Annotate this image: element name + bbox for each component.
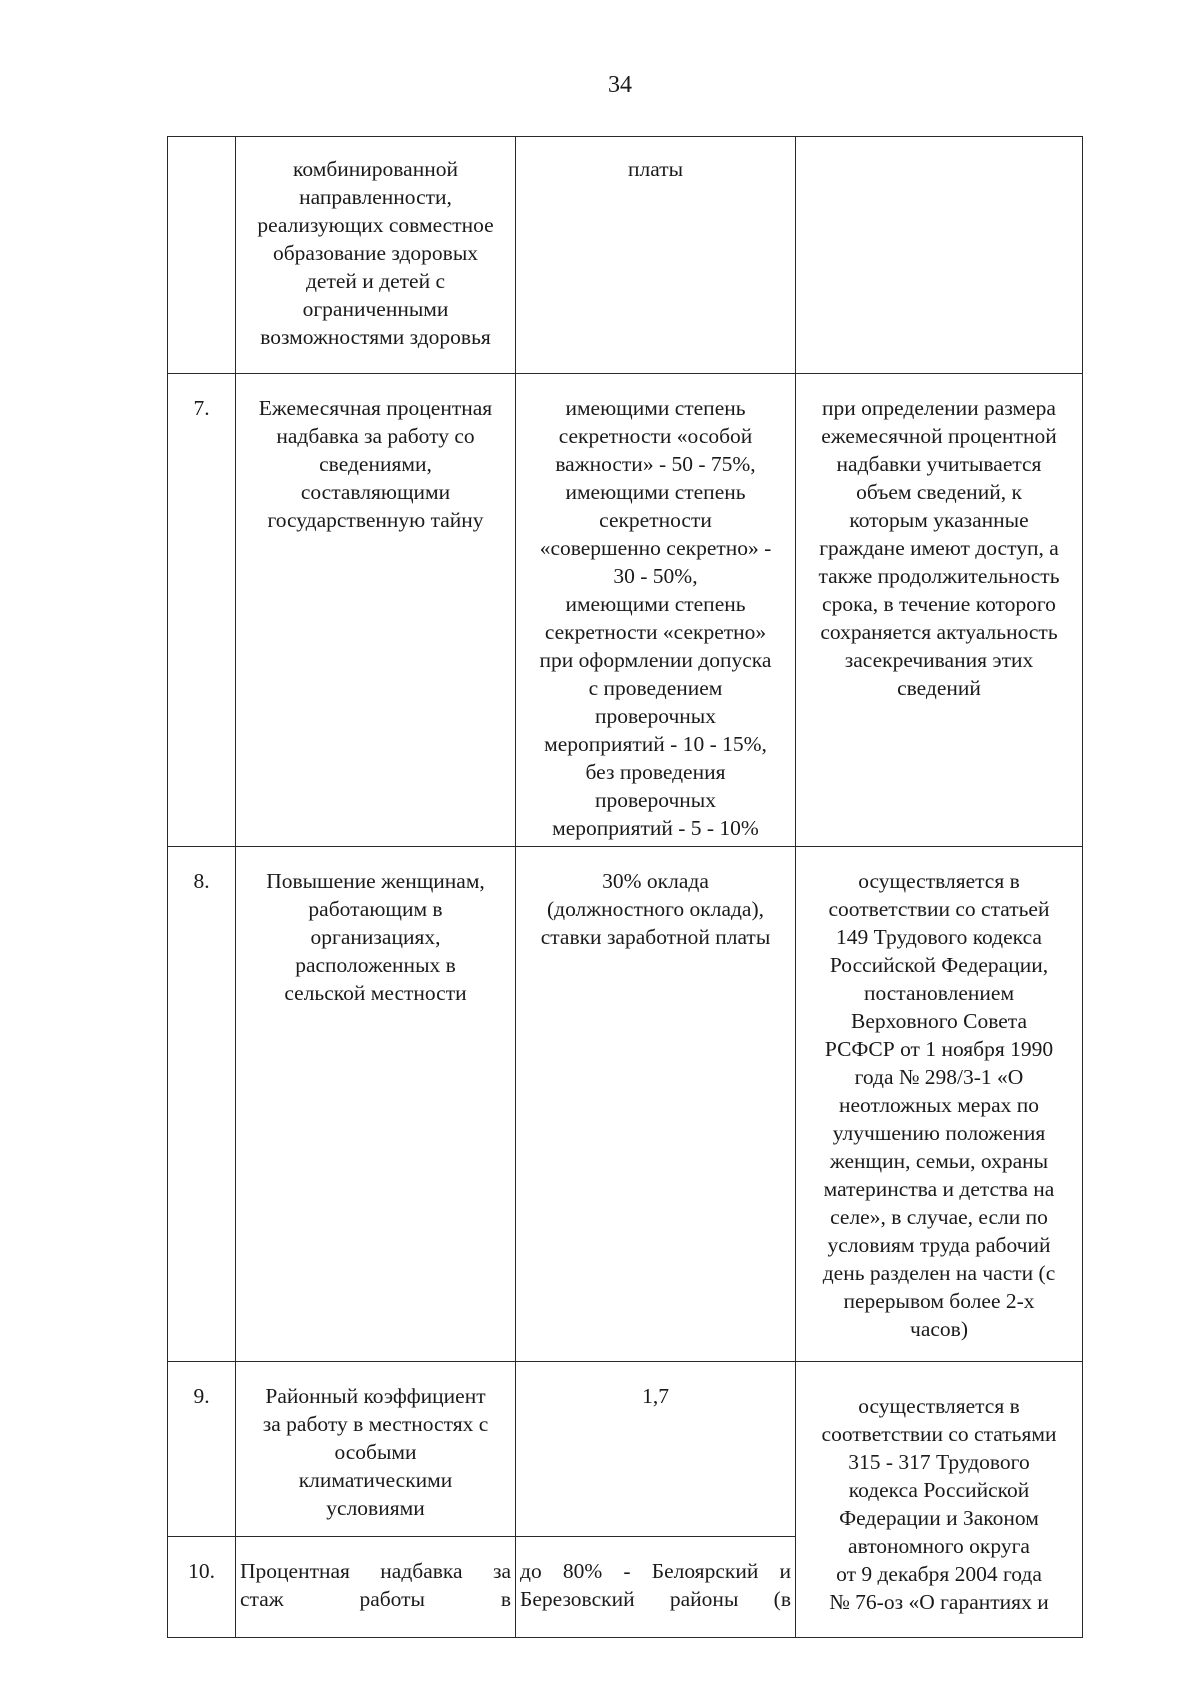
allowance-name-cell: Районный коэффициент за работу в местностях с особыми климатическими условиями <box>236 1362 516 1537</box>
allowance-amount-cell: 1,7 <box>516 1362 796 1537</box>
table-row <box>168 1362 1083 1537</box>
table-row <box>168 847 1083 1362</box>
allowance-notes-cell: осуществляется в соответствии со статьями 315 - 317 Трудового кодекса Российской Федерации и Законом автономного округа от 9 декабря 2004 года № 76-оз «О гарантиях и <box>796 1362 1083 1638</box>
allowance-name-cell: Процентная надбавка за стаж работы в <box>236 1537 516 1638</box>
allowance-notes-cell <box>796 137 1083 374</box>
page-number: 34 <box>608 72 632 98</box>
allowance-amount-cell: до 80% - Белоярский и Березовский районы (в <box>516 1537 796 1638</box>
table-row <box>168 374 1083 847</box>
allowance-name-cell: Ежемесячная процентная надбавка за работу со сведениями, составляющими государственную тайну <box>236 374 516 847</box>
allowance-amount-cell: 30% оклада (должностного оклада), ставки заработной платы <box>516 847 796 1362</box>
row-number-cell: 8. <box>168 847 236 1362</box>
row-number-cell: 9. <box>168 1362 236 1537</box>
row-number-cell: 10. <box>168 1537 236 1638</box>
allowance-name-cell: комбинированной направленности, реализующих совместное образование здоровых детей и детей с ограниченными возможностями здоровья <box>236 137 516 374</box>
allowances-table <box>167 136 1083 1638</box>
table-row <box>168 137 1083 374</box>
allowance-amount-cell: имеющими степень секретности «особой важности» - 50 - 75%, имеющими степень секретности «совершенно секретно» - 30 - 50%, имеющими степень секретности «секретно» при оформлении допуска с проведением проверочных мероприятий - 10 - 15%, без проведения проверочных мероприятий - 5 - 10% <box>516 374 796 847</box>
row-number-cell: 7. <box>168 374 236 847</box>
allowance-notes-cell: осуществляется в соответствии со статьей 149 Трудового кодекса Российской Федерации, постановлением Верховного Совета РСФСР от 1 ноября 1990 года № 298/3-1 «О неотложных мерах по улучшению положения женщин, семьи, охраны материнства и детства на селе», в случае, если по условиям труда рабочий день разделен на части (с перерывом более 2-х часов) <box>796 847 1083 1362</box>
allowance-name-cell: Повышение женщинам, работающим в организациях, расположенных в сельской местности <box>236 847 516 1362</box>
allowance-notes-cell: при определении размера ежемесячной процентной надбавки учитывается объем сведений, к которым указанные граждане имеют доступ, а также продолжительность срока, в течение которого сохраняется актуальность засекречивания этих сведений <box>796 374 1083 847</box>
allowance-amount-cell: платы <box>516 137 796 374</box>
row-number-cell <box>168 137 236 374</box>
